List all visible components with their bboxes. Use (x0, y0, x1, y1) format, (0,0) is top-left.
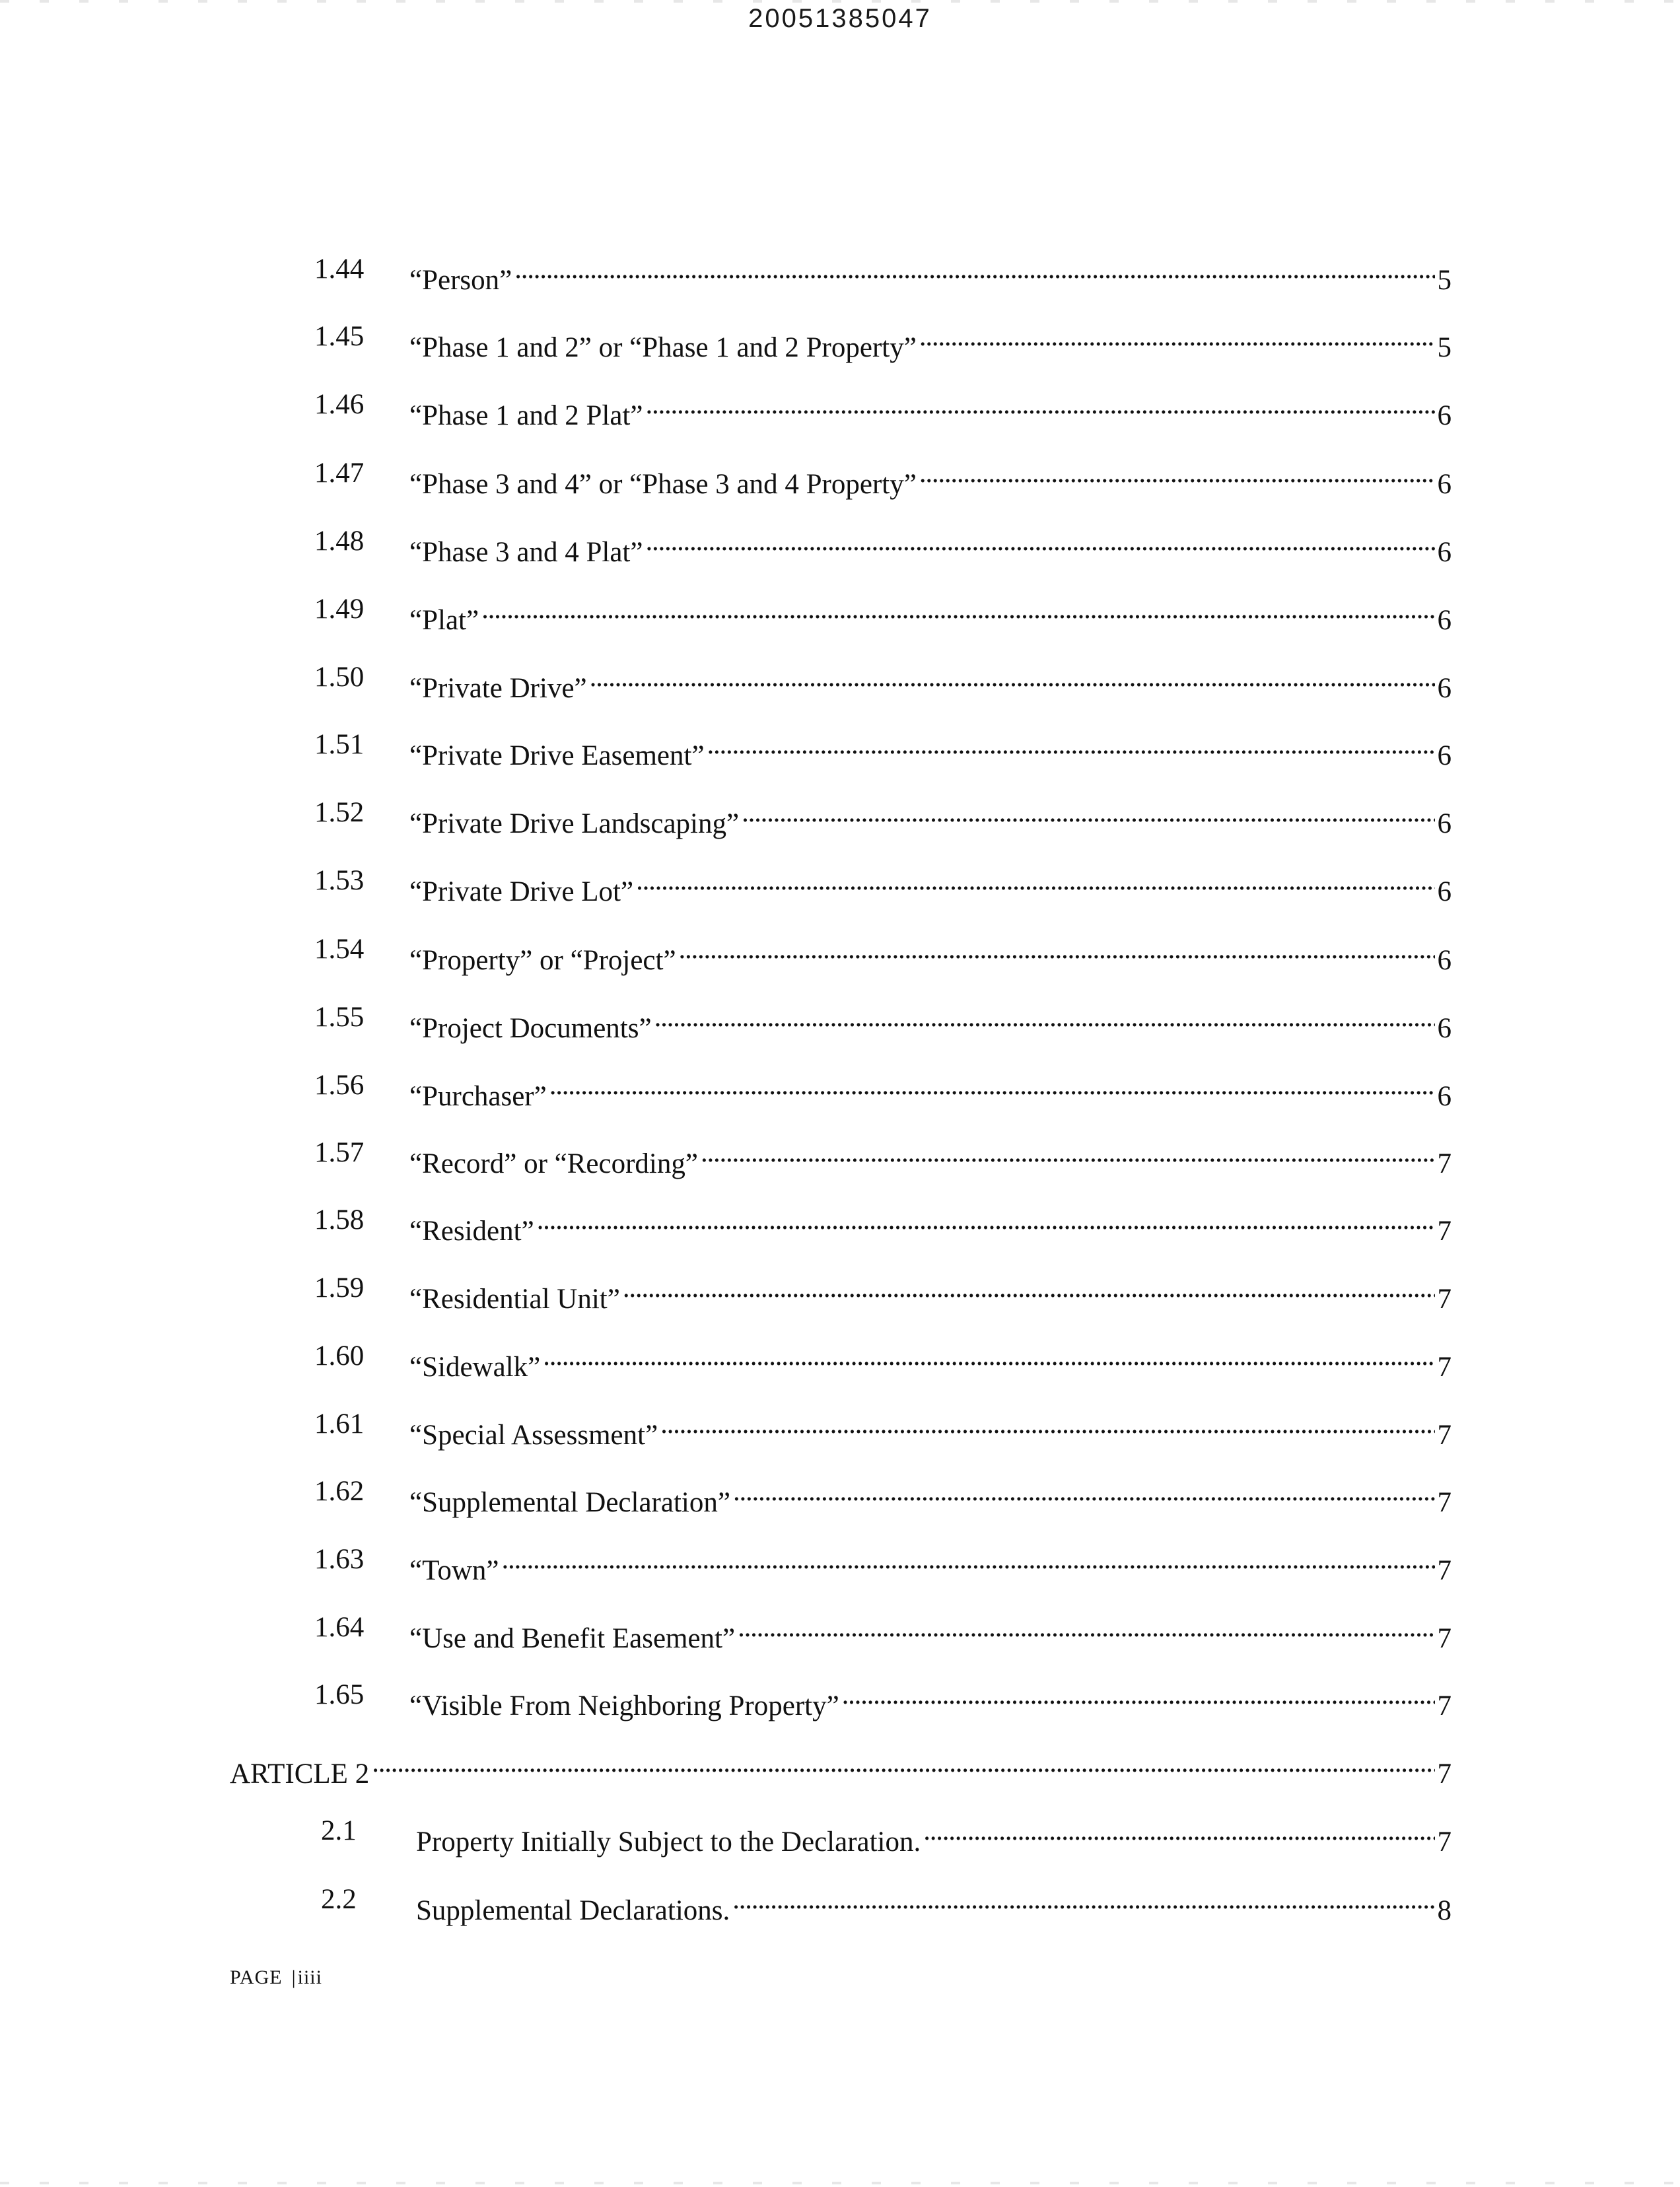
toc-entry-number: 1.46 (314, 389, 365, 420)
toc-entry[interactable] (314, 250, 1452, 296)
toc-entry-title: “Town” (409, 1555, 499, 1586)
toc-entry-page: 7 (1437, 1690, 1452, 1721)
dot-leader (372, 1743, 1434, 1783)
toc-entry-page: 7 (1437, 1623, 1452, 1654)
toc-entry-page: 7 (1437, 1420, 1452, 1451)
toc-entry[interactable] (314, 793, 1452, 839)
toc-entry-page: 6 (1437, 1013, 1452, 1044)
dot-leader (654, 998, 1435, 1037)
toc-entry-title: Supplemental Declarations. (416, 1895, 730, 1926)
toc-entry-title: “Private Drive Landscaping” (409, 808, 740, 839)
dot-leader (623, 1268, 1435, 1308)
toc-entry-title: “Private Drive Lot” (409, 876, 634, 907)
toc-entry[interactable] (314, 930, 1452, 976)
toc-entry-title: “Plat” (409, 605, 479, 636)
toc-entry-number: 1.50 (314, 662, 365, 693)
dot-leader (842, 1675, 1435, 1715)
toc-entry-number: 1.44 (314, 254, 365, 285)
toc-entry-number: 1.65 (314, 1679, 365, 1710)
footer-separator: | (291, 1966, 297, 1988)
dot-leader (660, 1405, 1434, 1444)
toc-entry-title: “Project Documents” (409, 1013, 652, 1044)
toc-entry-number: 1.49 (314, 594, 365, 625)
toc-entry-number: 1.58 (314, 1204, 365, 1235)
toc-entry[interactable] (314, 522, 1452, 568)
toc-entry-number: 2.2 (321, 1884, 357, 1915)
page-footer (230, 1966, 322, 1989)
toc-entry-number: 1.53 (314, 865, 365, 896)
toc-entry-page: 6 (1437, 740, 1452, 771)
toc-entry-page: 6 (1437, 469, 1452, 500)
toc-entry-page: 7 (1437, 1826, 1452, 1857)
dot-leader (923, 1811, 1434, 1851)
dot-leader (549, 1066, 1435, 1105)
dot-leader (537, 1200, 1435, 1240)
toc-entry-page: 7 (1437, 1487, 1452, 1518)
toc-entry-number: 1.47 (314, 458, 365, 489)
toc-article-page: 7 (1437, 1758, 1452, 1789)
toc-entry-title: “Phase 1 and 2” or “Phase 1 and 2 Property” (409, 332, 917, 363)
toc-entry-page: 6 (1437, 876, 1452, 907)
toc-entry-page: 5 (1437, 265, 1452, 296)
dot-leader (590, 658, 1435, 697)
toc-entry-number: 1.61 (314, 1408, 365, 1440)
toc-entry-number: 2.1 (321, 1815, 357, 1846)
toc-entry-page: 5 (1437, 332, 1452, 363)
toc-entry-title: “Supplemental Declaration” (409, 1487, 730, 1518)
toc-entry[interactable] (314, 1133, 1452, 1179)
dot-leader (543, 1336, 1434, 1376)
toc-entry-page: 6 (1437, 400, 1452, 431)
dot-leader (707, 725, 1435, 765)
scan-artifact-top (0, 0, 1680, 3)
toc-entry-number: 1.64 (314, 1612, 365, 1643)
toc-entry[interactable] (314, 861, 1452, 907)
toc-entry-number: 1.56 (314, 1070, 365, 1101)
toc-entry-page: 7 (1437, 1352, 1452, 1383)
dot-leader (733, 1472, 1435, 1511)
toc-entry[interactable] (314, 725, 1452, 771)
toc-entry-number: 1.45 (314, 321, 365, 352)
dot-leader (514, 250, 1434, 289)
toc-entry-title: “Property” or “Project” (409, 945, 676, 976)
toc-entry-title: “Residential Unit” (409, 1284, 620, 1315)
toc-entry-page: 7 (1437, 1216, 1452, 1247)
toc-entry-page: 8 (1437, 1895, 1452, 1926)
toc-entry-title: “Phase 3 and 4 Plat” (409, 537, 643, 568)
toc-entry-number: 1.57 (314, 1137, 365, 1168)
toc-entry-title: “Resident” (409, 1216, 534, 1247)
toc-entry[interactable] (314, 1608, 1452, 1654)
toc-entry-title: “Person” (409, 265, 512, 296)
toc-entry-number: 1.48 (314, 526, 365, 557)
toc-entry-number: 1.62 (314, 1476, 365, 1507)
dot-leader (645, 522, 1434, 561)
toc-entry-number: 1.51 (314, 729, 365, 760)
toc-entry[interactable] (314, 1405, 1452, 1451)
dot-leader (481, 590, 1434, 629)
toc-entry-number: 1.55 (314, 1002, 365, 1033)
toc-entry-number: 1.54 (314, 934, 365, 965)
toc-article-entry[interactable] (230, 1743, 1452, 1789)
dot-leader (679, 930, 1435, 969)
dot-leader (701, 1133, 1435, 1173)
dot-leader (636, 861, 1434, 901)
toc-entry[interactable] (314, 590, 1452, 636)
toc-entry-page: 7 (1437, 1284, 1452, 1315)
toc-entry-page: 6 (1437, 673, 1452, 704)
toc-entry-page: 6 (1437, 1081, 1452, 1112)
toc-entry[interactable] (314, 1540, 1452, 1586)
toc-entry[interactable] (314, 1472, 1452, 1518)
toc-entry[interactable] (314, 1066, 1452, 1112)
toc-article-title: ARTICLE 2 (230, 1758, 370, 1789)
toc-entry-page: 7 (1437, 1148, 1452, 1179)
toc-entry-title: “Purchaser” (409, 1081, 547, 1112)
dot-leader (742, 793, 1434, 833)
toc-entry[interactable] (314, 385, 1452, 431)
toc-entry-title: “Record” or “Recording” (409, 1148, 698, 1179)
toc-entry-page: 6 (1437, 945, 1452, 976)
toc-entry-title: “Visible From Neighboring Property” (409, 1690, 839, 1721)
toc-entry-title: “Sidewalk” (409, 1352, 541, 1383)
toc-entry-title: “Private Drive” (409, 673, 587, 704)
document-number: 20051385047 (748, 4, 932, 33)
toc-entry-title: Property Initially Subject to the Declaration. (416, 1826, 921, 1857)
toc-entry-title: “Phase 1 and 2 Plat” (409, 400, 643, 431)
toc-entry[interactable] (314, 1336, 1452, 1383)
toc-entry-page: 6 (1437, 537, 1452, 568)
dot-leader (919, 454, 1435, 493)
dot-leader (502, 1540, 1435, 1580)
dot-leader (919, 317, 1435, 357)
toc-entry-number: 1.52 (314, 797, 365, 828)
toc-entry[interactable] (314, 1200, 1452, 1247)
toc-entry-page: 6 (1437, 605, 1452, 636)
toc-entry-number: 1.59 (314, 1272, 365, 1303)
footer-page-number: iiii (297, 1966, 322, 1988)
toc-entry-title: “Private Drive Easement” (409, 740, 705, 771)
toc-entry-page: 7 (1437, 1555, 1452, 1586)
toc-entry[interactable] (314, 998, 1452, 1044)
toc-entry[interactable] (321, 1880, 1452, 1926)
toc-entry[interactable] (321, 1811, 1452, 1857)
dot-leader (732, 1880, 1434, 1920)
toc-entry-page: 6 (1437, 808, 1452, 839)
toc-entry[interactable] (314, 454, 1452, 500)
toc-entry[interactable] (314, 658, 1452, 704)
toc-entry-title: “Use and Benefit Easement” (409, 1623, 736, 1654)
toc-entry[interactable] (314, 1675, 1452, 1721)
toc-entry-title: “Phase 3 and 4” or “Phase 3 and 4 Property” (409, 469, 917, 500)
dot-leader (738, 1608, 1434, 1648)
toc-entry-number: 1.63 (314, 1544, 365, 1575)
scan-artifact-bottom (0, 2182, 1680, 2184)
toc-entry[interactable] (314, 1268, 1452, 1315)
toc-entry-number: 1.60 (314, 1340, 365, 1371)
footer-label: PAGE (230, 1966, 283, 1988)
toc-entry[interactable] (314, 317, 1452, 363)
toc-entry-title: “Special Assessment” (409, 1420, 658, 1451)
dot-leader (645, 385, 1434, 425)
